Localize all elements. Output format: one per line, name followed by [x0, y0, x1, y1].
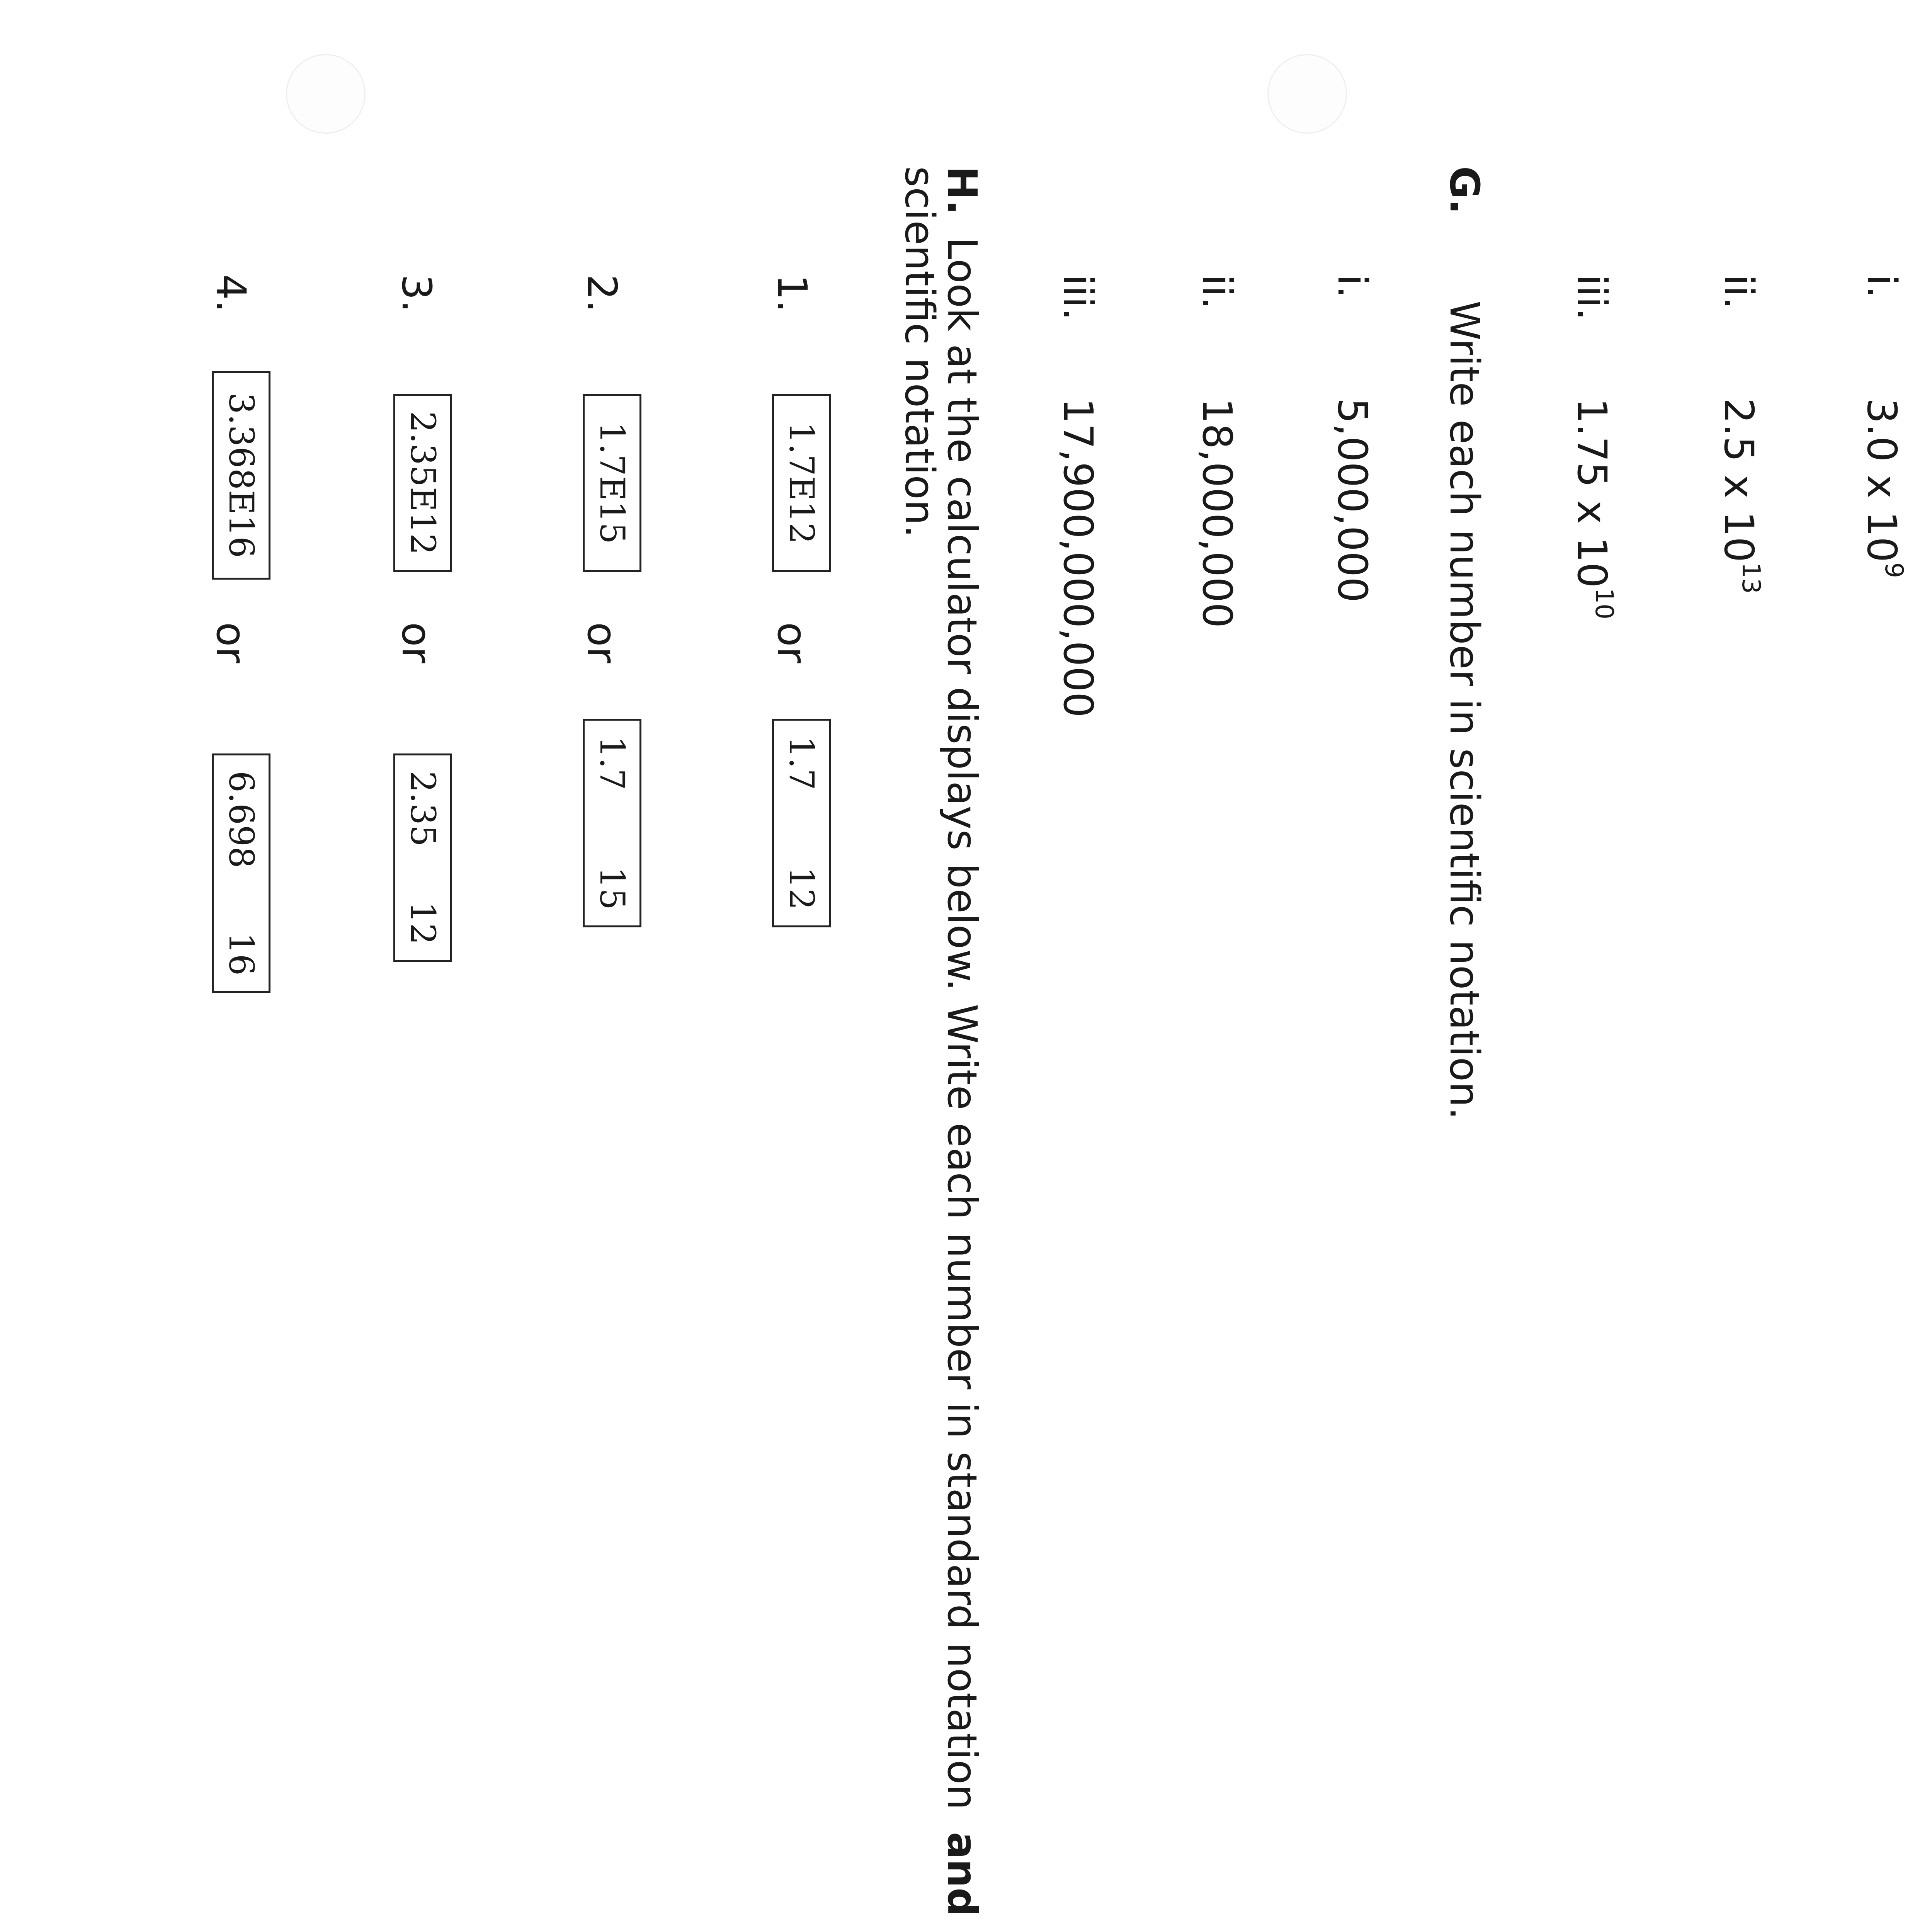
section-h-item-4-label: 4.: [207, 274, 255, 313]
section-h-instruction-bold: and: [939, 1832, 986, 1917]
section-h-heading: [939, 166, 986, 1917]
section-h-instruction: Look at the calculator displays below. Write each number in standard notation: [939, 237, 986, 1810]
section-g-item-3-text: 17,900,000,000: [1054, 398, 1102, 718]
section-f-item-1-exponent: 9: [1879, 562, 1908, 578]
section-f-item-2-label: ii.: [1715, 274, 1762, 310]
calculator-display-split-2: [583, 719, 641, 927]
calculator-display-split-1: [772, 719, 831, 927]
section-g-item-2-text: 18,000,000: [1194, 398, 1241, 628]
calculator-display-e-3-text: 2.35E12: [403, 411, 443, 555]
section-f-item-2-exponent: 13: [1736, 562, 1765, 594]
section-f-item-2-value: [1715, 398, 1765, 594]
section-f-item-1-label: i.: [1858, 274, 1905, 298]
calculator-display-e-2-text: 1.7E15: [592, 422, 632, 544]
calculator-display-e-1-text: 1.7E12: [782, 422, 821, 544]
section-h-item-4-or: or: [207, 622, 255, 663]
section-h-item-3-label: 3.: [393, 274, 440, 313]
calculator-display-split-3-exponent: 12: [403, 901, 443, 945]
section-f-item-3-exponent: 10: [1589, 588, 1618, 619]
section-h-item-2-or: or: [578, 622, 626, 663]
section-f-item-3-base: 1.75 x 10: [1568, 398, 1616, 588]
section-g-item-1-text: 5,000,000: [1329, 398, 1376, 603]
section-f-item-1-value: [1858, 398, 1908, 578]
section-h-instruction-line-2: scientific notation.: [896, 166, 943, 538]
section-g-item-3-label: iii.: [1054, 274, 1102, 321]
calculator-display-split-1-exponent: 12: [782, 867, 821, 910]
calculator-display-e-3: [393, 394, 452, 572]
section-h-item-1-label: 1.: [769, 274, 816, 313]
calculator-display-split-1-mantissa: 1.7: [782, 736, 821, 790]
section-g-heading: [1441, 166, 1488, 1120]
calculator-display-split-2-mantissa: 1.7: [592, 736, 632, 790]
section-f-item-1-base: 3.0 x 10: [1858, 398, 1905, 563]
section-g-letter: G.: [1441, 166, 1488, 214]
section-h-item-3-or: or: [393, 622, 440, 663]
calculator-display-split-3-mantissa: 2.35: [403, 771, 443, 847]
section-h-item-1-or: or: [769, 622, 816, 663]
calculator-display-split-4-exponent: 16: [221, 932, 261, 976]
section-f-item-3-value: [1568, 398, 1618, 619]
section-g-item-2-label: ii.: [1194, 274, 1241, 310]
calculator-display-split-2-exponent: 15: [592, 867, 632, 910]
section-f-item-3-label: iii.: [1568, 274, 1616, 321]
calculator-display-split-4-mantissa: 6.698: [221, 771, 261, 868]
section-g-item-1-label: i.: [1329, 274, 1376, 298]
section-f-item-2-base: 2.5 x 10: [1715, 398, 1762, 563]
calculator-display-e-4-text: 3.368E16: [221, 392, 261, 558]
calculator-display-e-1: [772, 394, 831, 572]
calculator-display-split-4: [212, 753, 270, 993]
calculator-display-e-4: [212, 371, 270, 580]
calculator-display-e-2: [583, 394, 641, 572]
section-h-letter: H.: [939, 166, 986, 215]
section-g-instruction: Write each number in scientific notation.: [1441, 300, 1488, 1120]
section-h-item-2-label: 2.: [578, 274, 626, 313]
calculator-display-split-3: [393, 753, 452, 962]
